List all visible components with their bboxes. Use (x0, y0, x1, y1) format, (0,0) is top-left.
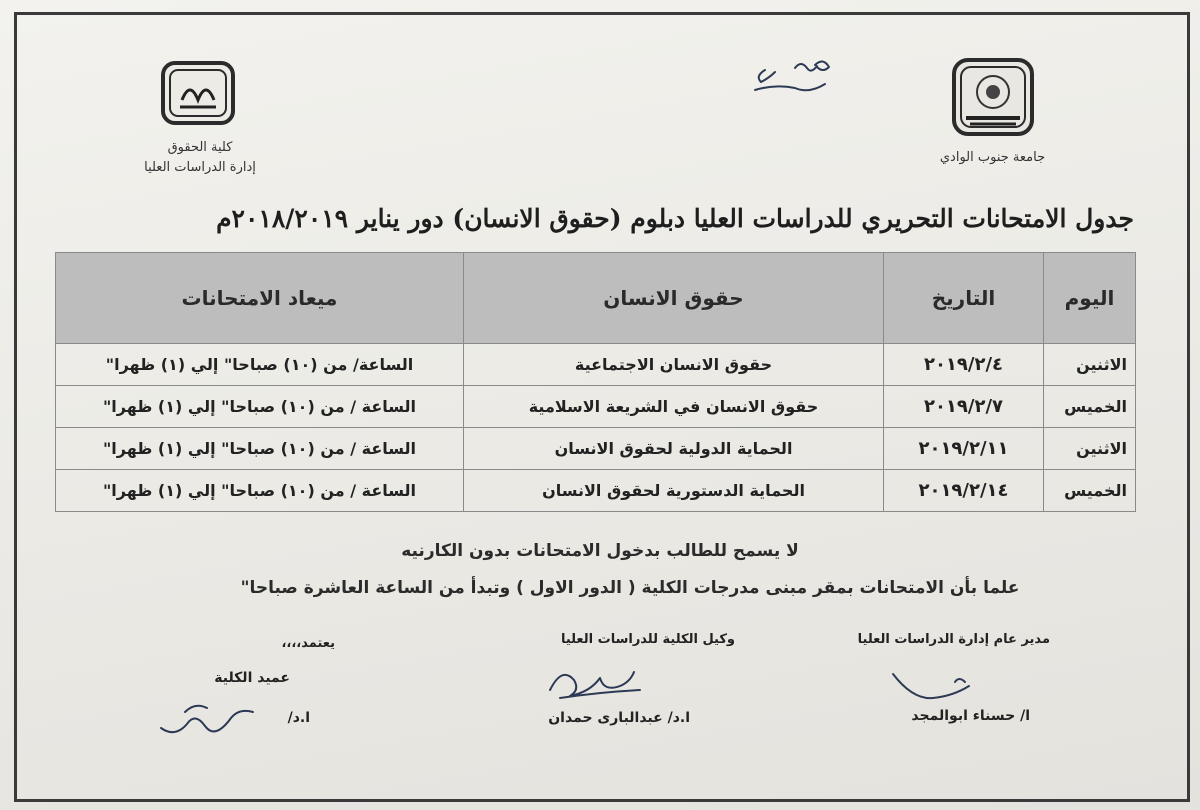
dean-prefix: ا.د/ (287, 710, 310, 726)
signatory-name-director: ا/ حسناء ابوالمجد (911, 708, 1030, 724)
signatory-title-dean: عميد الكلية (214, 670, 290, 686)
column-header-subject: حقوق الانسان (464, 253, 884, 344)
table-row (56, 344, 1136, 386)
id-card-notice: لا يسمح للطالب بدخول الامتحانات بدون الكارنيه (401, 541, 799, 561)
cell-date: ٢٠١٩/٢/١١ (884, 428, 1044, 470)
table-header-row (56, 253, 1136, 344)
cell-time: الساعة / من (١٠) صباحا" إلي (١) ظهرا" (56, 470, 464, 512)
faculty-name: كلية الحقوق (167, 140, 233, 155)
cell-subject: الحماية الدستورية لحقوق الانسان (464, 470, 884, 512)
cell-date: ٢٠١٩/٢/٧ (884, 386, 1044, 428)
signatory-title-vice-dean: وكيل الكلية للدراسات العليا (560, 632, 735, 647)
signatory-name-vice-dean: ا.د/ عبدالبارى حمدان (548, 710, 690, 726)
handwritten-annotation-icon (735, 50, 845, 105)
table-row (56, 386, 1136, 428)
signature-director-icon (885, 664, 985, 704)
page-title: جدول الامتحانات التحريري للدراسات العليا دبلوم (حقوق الانسان) دور يناير ٢٠١٨/٢٠١٩م (216, 204, 1134, 233)
signatory-title-director: مدير عام إدارة الدراسات العليا (857, 632, 1050, 647)
table-row (56, 470, 1136, 512)
faculty-logo-icon (160, 60, 236, 126)
exam-schedule-table (55, 252, 1136, 512)
cell-subject: الحماية الدولية لحقوق الانسان (464, 428, 884, 470)
signature-dean-icon (155, 692, 265, 742)
column-header-time: ميعاد الامتحانات (56, 253, 464, 344)
cell-day: الاثنين (1044, 344, 1136, 386)
table-row (56, 428, 1136, 470)
approval-label: يعتمد،،،، (281, 636, 335, 651)
column-header-date: التاريخ (884, 253, 1044, 344)
column-header-day: اليوم (1044, 253, 1136, 344)
university-name: جامعة جنوب الوادي (939, 150, 1046, 165)
cell-day: الخميس (1044, 470, 1136, 512)
cell-date: ٢٠١٩/٢/٤ (884, 344, 1044, 386)
university-logo-icon (952, 58, 1034, 136)
cell-subject: حقوق الانسان في الشريعة الاسلامية (464, 386, 884, 428)
cell-subject: حقوق الانسان الاجتماعية (464, 344, 884, 386)
cell-date: ٢٠١٩/٢/١٤ (884, 470, 1044, 512)
cell-time: الساعة / من (١٠) صباحا" إلي (١) ظهرا" (56, 386, 464, 428)
signature-vice-dean-icon (540, 660, 650, 708)
cell-time: الساعة/ من (١٠) صباحا" إلي (١) ظهرا" (56, 344, 464, 386)
department-name: إدارة الدراسات العليا (144, 160, 256, 175)
cell-day: الخميس (1044, 386, 1136, 428)
exam-location-notice: علما بأن الامتحانات بمقر مبنى مدرجات الكلية ( الدور الاول ) وتبدأ من الساعة العاشرة صباحا" (240, 578, 1020, 598)
cell-time: الساعة / من (١٠) صباحا" إلي (١) ظهرا" (56, 428, 464, 470)
cell-day: الاثنين (1044, 428, 1136, 470)
